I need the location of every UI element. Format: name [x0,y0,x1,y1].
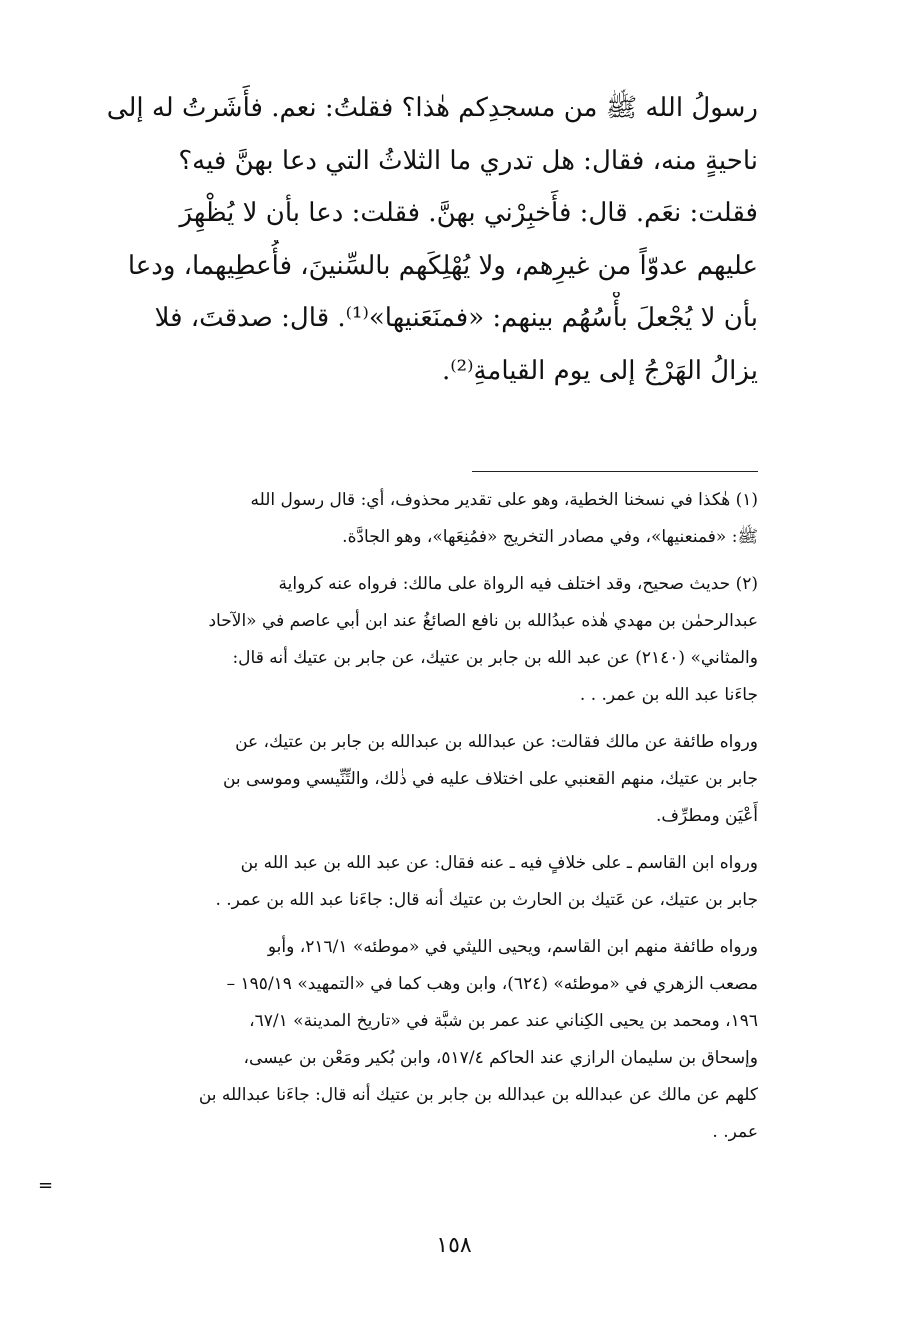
footnote-line: ﷺ: «فمنعنيها»، وفي مصادر التخريج «فمُنِعَها»، وهو الجادَّة. [342,527,758,547]
footnote-line: عبدالرحمٰن بن مهدي هٰذه عبدُالله بن نافع الصائغُ عند ابن أبي عاصم في «الآحاد [208,611,758,631]
footnote-2 [48,566,758,714]
footnote-line: أَعْيَن ومطرِّف. [655,806,758,826]
main-text-line: يزالُ الهَرْجُ إلى يوم القيامةِ⁽²⁾. [441,355,758,386]
footnote-line: ورواه طائفة عن مالك فقالت: عن عبدالله بن عبدالله بن جابر بن عتيك، عن [235,732,758,752]
footnote-line: ورواه طائفة منهم ابن القاسم، ويحيى الليثي في «موطئه» ١/‏٢١٦، وأبو [267,937,758,957]
footnote-line: مصعب الزهري في «موطئه» (٦٢٤)، وابن وهب كما في «التمهيد» ١٩/‏١٩٥ – [226,974,758,994]
footnote-separator [472,471,758,472]
footnote-line: جابر بن عتيك، عن عَتيك بن الحارث بن عتيك أنه قال: جاءَنا عبد الله بن عمر. . [215,890,758,910]
footnote-line: جاءَنا عبد الله بن عمر. . . [579,685,758,705]
footnote-line: عمر. . [712,1122,758,1142]
footnote-line: (٢) حديث صحيح، وقد اختلف فيه الرواة على مالك: فرواه عنه كرواية [278,574,758,594]
main-text-line: ناحيةٍ منه، فقال: هل تدري ما الثلاثُ التي دعا بهنَّ فيه؟ [178,145,758,176]
footnote-paragraph [48,724,758,835]
footnote-paragraph [48,929,758,1151]
main-text-line: عليهم عدوّاً من غيرِهم، ولا يُهْلِكَهم بالسِّنينَ، فأُعطِيهما، ودعا [127,250,758,281]
footnote-line: ١٩٦، ومحمد بن يحيى الكِناني عند عمر بن شبَّة في «تاريخ المدينة» ١/‏٦٧، [249,1011,758,1031]
footnote-1 [48,482,758,556]
page-number: ١٥٨ [436,1233,472,1258]
footnote-line: (١) هٰكذا في نسخنا الخطية، وهو على تقدير محذوف، أي: قال رسول الله [250,490,758,510]
main-text-line: بأن لا يُجْعلَ بأْسُهُم بينهم: «فمنَعَنيها»⁽¹⁾. قال: صدقتَ، فلا [154,303,758,333]
footnote-line: كلهم عن مالك عن عبدالله بن عبدالله بن جابر بن عتيك أنه قال: جاءَنا عبدالله بن [198,1085,758,1105]
footnote-line: ورواه ابن القاسم ـ على خلافٍ فيه ـ عنه فقال: عن عبد الله بن عبد الله بن [240,853,758,873]
main-text [48,82,758,397]
continuation-mark: = [38,1175,54,1196]
footnote-paragraph [48,845,758,919]
main-text-line: رسولُ الله ﷺ من مسجدِكم هٰذا؟ فقلتُ: نعم. فأَشَرتُ له إلى [106,93,758,123]
main-text-line: فقلت: نعَم. قال: فأَخبِرْني بهنَّ. فقلت: دعا بأن لا يُظْهِرَ [179,198,758,228]
footnote-line: وإسحاق بن سليمان الرازي عند الحاكم ٤/‏٥١٧، وابن بُكير ومَعْن بن عيسى، [243,1048,758,1068]
footnote-line: والمثاني» (٢١٤٠) عن عبد الله بن جابر بن عتيك، عن جابر بن عتيك أنه قال: [232,648,758,668]
footnotes [48,482,758,1151]
footnote-line: جابر بن عتيك، منهم القعنبي على اختلاف عليه في ذٰلك، والتِّنِّيسي وموسى بن [222,769,758,789]
